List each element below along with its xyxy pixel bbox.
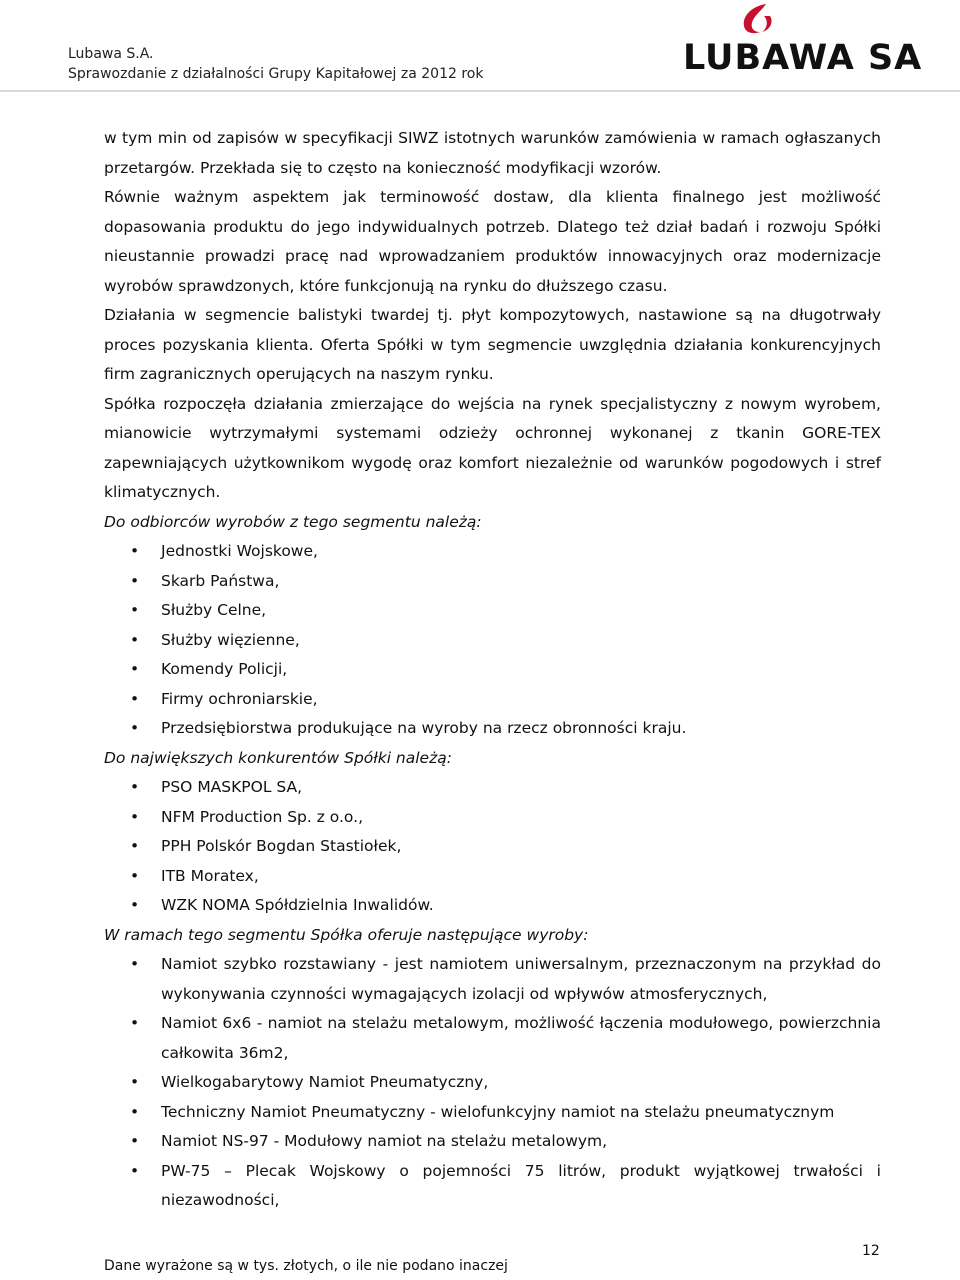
header-divider — [0, 90, 960, 92]
list-item: • PSO MASKPOL SA, — [104, 773, 881, 803]
bullet-icon: • — [130, 660, 140, 678]
company-logo — [683, 0, 933, 80]
bullet-icon: • — [130, 1102, 140, 1121]
competitors-heading: Do największych konkurentów Spółki należą: — [104, 748, 452, 767]
list-item: • Firmy ochroniarskie, — [104, 685, 881, 715]
list-item: • Służby Celne, — [104, 596, 881, 626]
list-item: • Namiot 6x6 - namiot na stelażu metalowym, możliwość łączenia modułowego, powierzchnia całkowita 36m2, — [104, 1009, 881, 1068]
bullet-icon: • — [130, 955, 140, 973]
bullet-icon: • — [130, 1161, 140, 1180]
list-item: • Przedsiębiorstwa produkujące na wyroby na rzecz obronności kraju. — [104, 714, 881, 744]
list-item: • Jednostki Wojskowe, — [104, 537, 881, 567]
logo-swoosh-icon — [738, 2, 778, 38]
bullet-icon: • — [130, 837, 140, 855]
bullet-icon: • — [130, 1132, 140, 1150]
bullet-icon: • — [130, 1073, 140, 1091]
list-item: • PPH Polskór Bogdan Stastiołek, — [104, 832, 881, 862]
bullet-icon: • — [130, 866, 140, 885]
paragraph-3: Działania w segmencie balistyki twardej tj. płyt kompozytowych, nastawione są na długotrwały proces pozyskania klienta. Oferta Spółki w tym segmencie uwzględnia działania konkurencyjnych firm zagranicznych operujących na naszym rynku. — [104, 306, 881, 383]
list-item: • WZK NOMA Spółdzielnia Inwalidów. — [104, 891, 881, 921]
bullet-icon: • — [130, 542, 140, 560]
list-item: • PW-75 – Plecak Wojskowy o pojemności 75 litrów, produkt wyjątkowej trwałości i niezawodności, — [104, 1157, 881, 1216]
list-item: • ITB Moratex, — [104, 862, 881, 892]
bullet-icon: • — [130, 630, 140, 649]
bullet-icon: • — [130, 896, 140, 914]
products-heading: W ramach tego segmentu Spółka oferuje następujące wyroby: — [104, 925, 589, 944]
competitors-list — [104, 773, 881, 921]
header-company: Lubawa S.A. — [68, 46, 154, 62]
paragraph-1: w tym min od zapisów w specyfikacji SIWZ istotnych warunków zamówienia w ramach ogłaszanych przetargów. Przekłada się to często na konieczność modyfikacji wzorów. — [104, 129, 881, 177]
page-number: 12 — [862, 1243, 880, 1259]
bullet-icon: • — [130, 807, 140, 826]
bullet-icon: • — [130, 571, 140, 590]
recipients-heading: Do odbiorców wyrobów z tego segmentu należą: — [104, 512, 482, 531]
bullet-icon: • — [130, 1014, 140, 1032]
list-item: • Namiot NS-97 - Modułowy namiot na stelażu metalowym, — [104, 1127, 881, 1157]
list-item: • Namiot szybko rozstawiany - jest namiotem uniwersalnym, przeznaczonym na przykład do wykonywania czynności wymagających izolacji od wpływów atmosferycznych, — [104, 950, 881, 1009]
list-item: • Skarb Państwa, — [104, 567, 881, 597]
list-item: • NFM Production Sp. z o.o., — [104, 803, 881, 833]
paragraph-2: Równie ważnym aspektem jak terminowość dostaw, dla klienta finalnego jest możliwość dopasowania produktu do jego indywidualnych potrzeb. Dlatego też dział badań i rozwoju Spółki nieustannie prowadzi pracę nad wprowadzaniem produktów innowacyjnych oraz modernizacje wyrobów sprawdzonych, które funkcjonują na rynku do dłuższego czasu. — [104, 188, 881, 295]
document-body — [104, 124, 881, 1216]
products-list — [104, 950, 881, 1216]
list-item: • Komendy Policji, — [104, 655, 881, 685]
list-item: • Techniczny Namiot Pneumatyczny - wielofunkcyjny namiot na stelażu pneumatycznym — [104, 1098, 881, 1128]
recipients-list — [104, 537, 881, 744]
header-subtitle: Sprawozdanie z działalności Grupy Kapitałowej za 2012 rok — [68, 66, 484, 82]
bullet-icon: • — [130, 601, 140, 619]
logo-text: LUBAWA SA — [683, 38, 923, 78]
bullet-icon: • — [130, 778, 140, 796]
paragraph-4: Spółka rozpoczęła działania zmierzające do wejścia na rynek specjalistyczny z nowym wyrobem, mianowicie wytrzymałymi systemami odzieży ochronnej wykonanej z tkanin GORE-TEX zapewniających użytkownikom wygodę oraz komfort niezależnie od warunków pogodowych i stref klimatycznych. — [104, 394, 881, 501]
bullet-icon: • — [130, 719, 140, 737]
bullet-icon: • — [130, 689, 140, 708]
footer-note: Dane wyrażone są w tys. złotych, o ile nie podano inaczej — [104, 1258, 508, 1274]
list-item: • Służby więzienne, — [104, 626, 881, 656]
page-header — [0, 0, 960, 92]
list-item: • Wielkogabarytowy Namiot Pneumatyczny, — [104, 1068, 881, 1098]
